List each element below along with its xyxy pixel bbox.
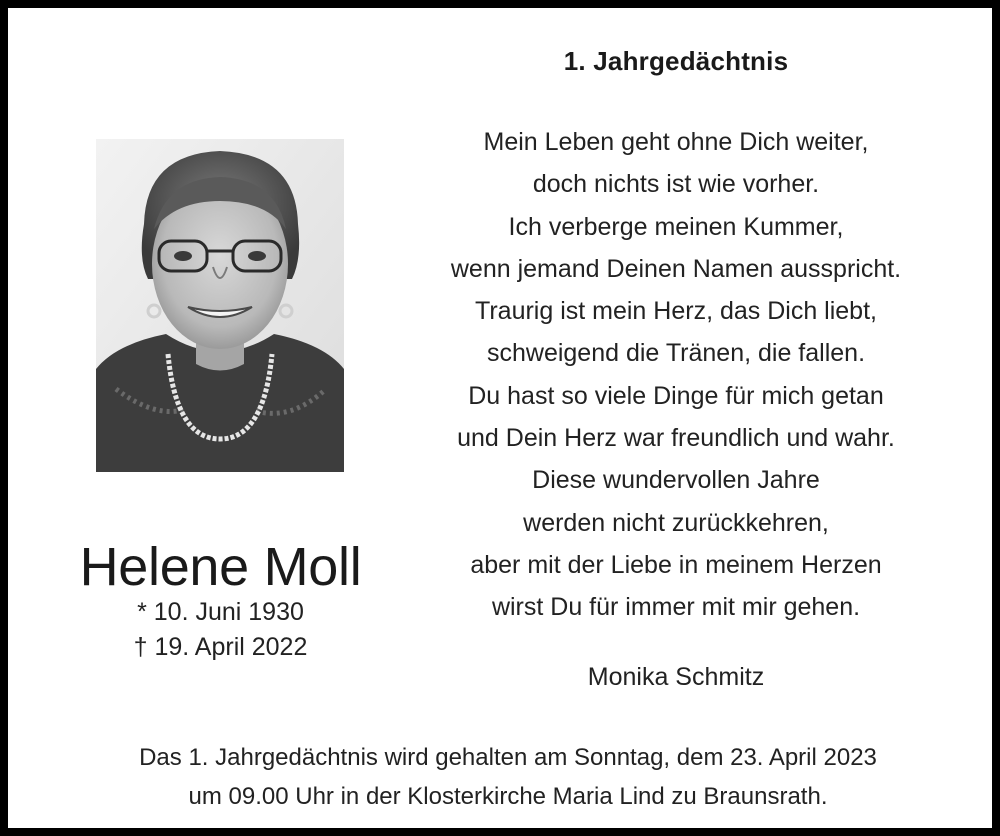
deceased-name: Helene Moll bbox=[79, 537, 362, 597]
poem-line: aber mit der Liebe in meinem Herzen bbox=[470, 550, 882, 579]
portrait-photo bbox=[96, 139, 344, 472]
service-announcement bbox=[38, 738, 978, 816]
poem-line: wenn jemand Deinen Namen ausspricht. bbox=[450, 254, 902, 283]
poem-line: Du hast so viele Dinge für mich getan bbox=[468, 381, 884, 410]
signature: Monika Schmitz bbox=[587, 663, 765, 691]
poem-line: Traurig ist mein Herz, das Dich liebt, bbox=[475, 297, 877, 326]
death-date: † 19. April 2022 bbox=[133, 633, 308, 661]
poem-line: und Dein Herz war freundlich und wahr. bbox=[457, 424, 895, 453]
anniversary-heading: 1. Jahrgedächtnis bbox=[563, 46, 789, 76]
poem-line: schweigend die Tränen, die fallen. bbox=[486, 339, 866, 368]
memorial-poem bbox=[408, 121, 944, 629]
portrait-image bbox=[96, 139, 344, 472]
poem-line: werden nicht zurückkehren, bbox=[523, 508, 829, 537]
poem-line: doch nichts ist wie vorher. bbox=[532, 170, 820, 199]
announcement-line: Das 1. Jahrgedächtnis wird gehalten am Sonntag, dem 23. April 2023 bbox=[139, 744, 877, 771]
announcement-line: um 09.00 Uhr in der Klosterkirche Maria Lind zu Braunsrath. bbox=[188, 783, 828, 810]
poem-line: Ich verberge meinen Kummer, bbox=[508, 212, 844, 241]
poem-line: wirst Du für immer mit mir gehen. bbox=[491, 593, 861, 622]
birth-date: * 10. Juni 1930 bbox=[137, 598, 304, 626]
poem-line: Diese wundervollen Jahre bbox=[532, 466, 820, 495]
poem-line: Mein Leben geht ohne Dich weiter, bbox=[483, 128, 869, 156]
